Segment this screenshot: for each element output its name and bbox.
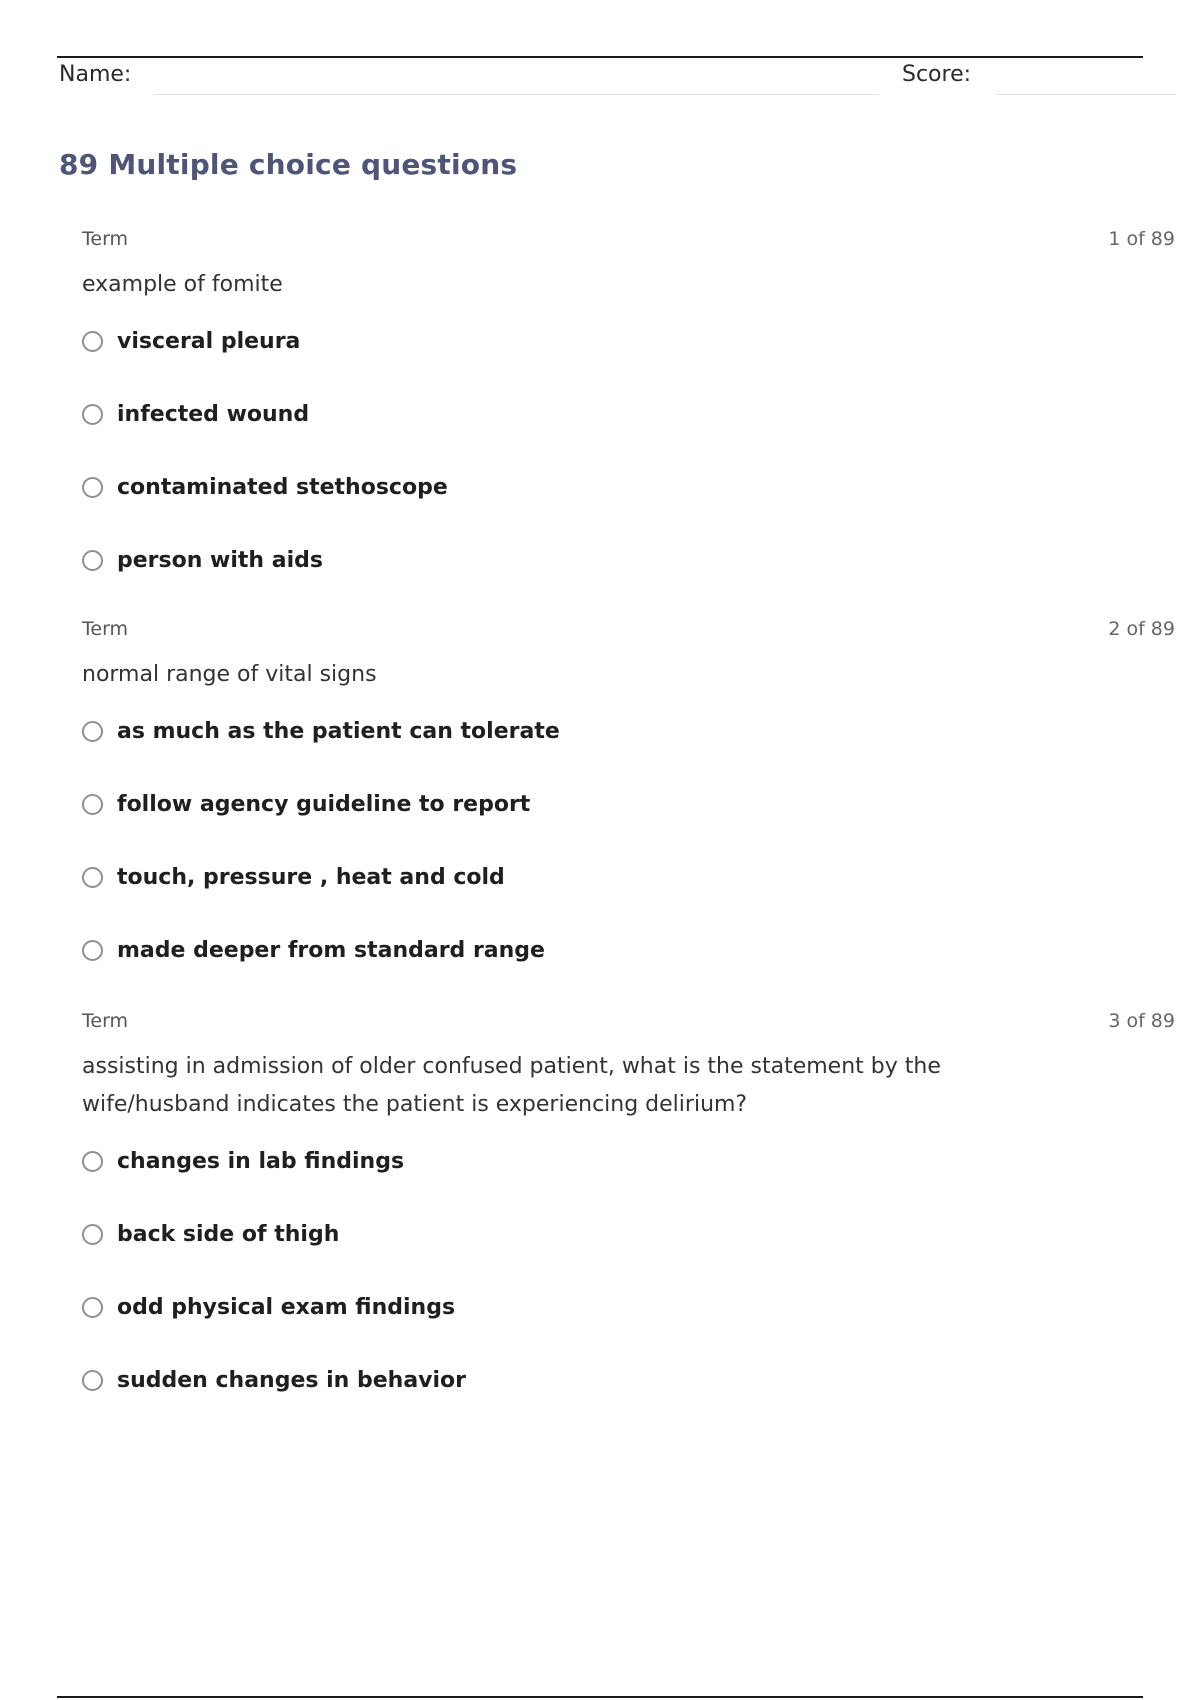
radio-button[interactable]	[82, 1370, 103, 1391]
bottom-rule	[57, 1696, 1143, 1698]
name-field[interactable]	[154, 94, 879, 95]
option-label: visceral pleura	[117, 329, 301, 354]
question-counter: 1 of 89	[1108, 228, 1175, 250]
radio-button[interactable]	[82, 940, 103, 961]
option-item[interactable]	[82, 864, 560, 937]
question-prompt: assisting in admission of older confused patient, what is the statement by the wife/husband indicates the patient is experiencing delirium?	[82, 1054, 941, 1117]
score-label: Score:	[902, 62, 972, 87]
term-label: Term	[82, 228, 129, 250]
section-title: 89 Multiple choice questions	[59, 148, 518, 181]
option-item[interactable]	[82, 791, 560, 864]
option-item[interactable]	[82, 474, 448, 547]
question-counter: 2 of 89	[1108, 618, 1175, 640]
radio-button[interactable]	[82, 404, 103, 425]
option-label: follow agency guideline to report	[117, 792, 531, 817]
option-item[interactable]	[82, 937, 560, 1010]
name-label: Name:	[59, 62, 132, 87]
option-item[interactable]	[82, 718, 560, 791]
option-item[interactable]	[82, 401, 448, 474]
radio-button[interactable]	[82, 867, 103, 888]
option-item[interactable]	[82, 1221, 466, 1294]
option-label: changes in lab findings	[117, 1149, 405, 1174]
radio-button[interactable]	[82, 1224, 103, 1245]
question-card	[82, 228, 1175, 573]
option-item[interactable]	[82, 328, 448, 401]
radio-button[interactable]	[82, 550, 103, 571]
radio-button[interactable]	[82, 794, 103, 815]
radio-button[interactable]	[82, 331, 103, 352]
option-item[interactable]	[82, 1148, 466, 1221]
top-rule	[57, 56, 1143, 58]
options-list	[82, 1148, 466, 1440]
option-item[interactable]	[82, 1367, 466, 1440]
radio-button[interactable]	[82, 721, 103, 742]
option-label: infected wound	[117, 402, 310, 427]
option-label: touch, pressure , heat and cold	[117, 865, 505, 890]
question-prompt: example of fomite	[82, 272, 283, 297]
question-card	[82, 618, 1175, 963]
option-item[interactable]	[82, 1294, 466, 1367]
question-counter: 3 of 89	[1108, 1010, 1175, 1032]
term-label: Term	[82, 1010, 129, 1032]
question-card	[82, 1010, 1175, 1393]
option-label: odd physical exam findings	[117, 1295, 456, 1320]
options-list	[82, 718, 560, 1010]
option-label: back side of thigh	[117, 1222, 340, 1247]
option-label: person with aids	[117, 548, 323, 573]
option-label: made deeper from standard range	[117, 938, 545, 963]
option-label: sudden changes in behavior	[117, 1368, 467, 1393]
term-label: Term	[82, 618, 129, 640]
radio-button[interactable]	[82, 1151, 103, 1172]
radio-button[interactable]	[82, 1297, 103, 1318]
option-item[interactable]	[82, 547, 448, 620]
radio-button[interactable]	[82, 477, 103, 498]
option-label: contaminated stethoscope	[117, 475, 448, 500]
options-list	[82, 328, 448, 620]
score-field[interactable]	[996, 94, 1176, 95]
question-prompt: normal range of vital signs	[82, 662, 377, 687]
header-row	[59, 60, 1179, 100]
option-label: as much as the patient can tolerate	[117, 719, 560, 744]
